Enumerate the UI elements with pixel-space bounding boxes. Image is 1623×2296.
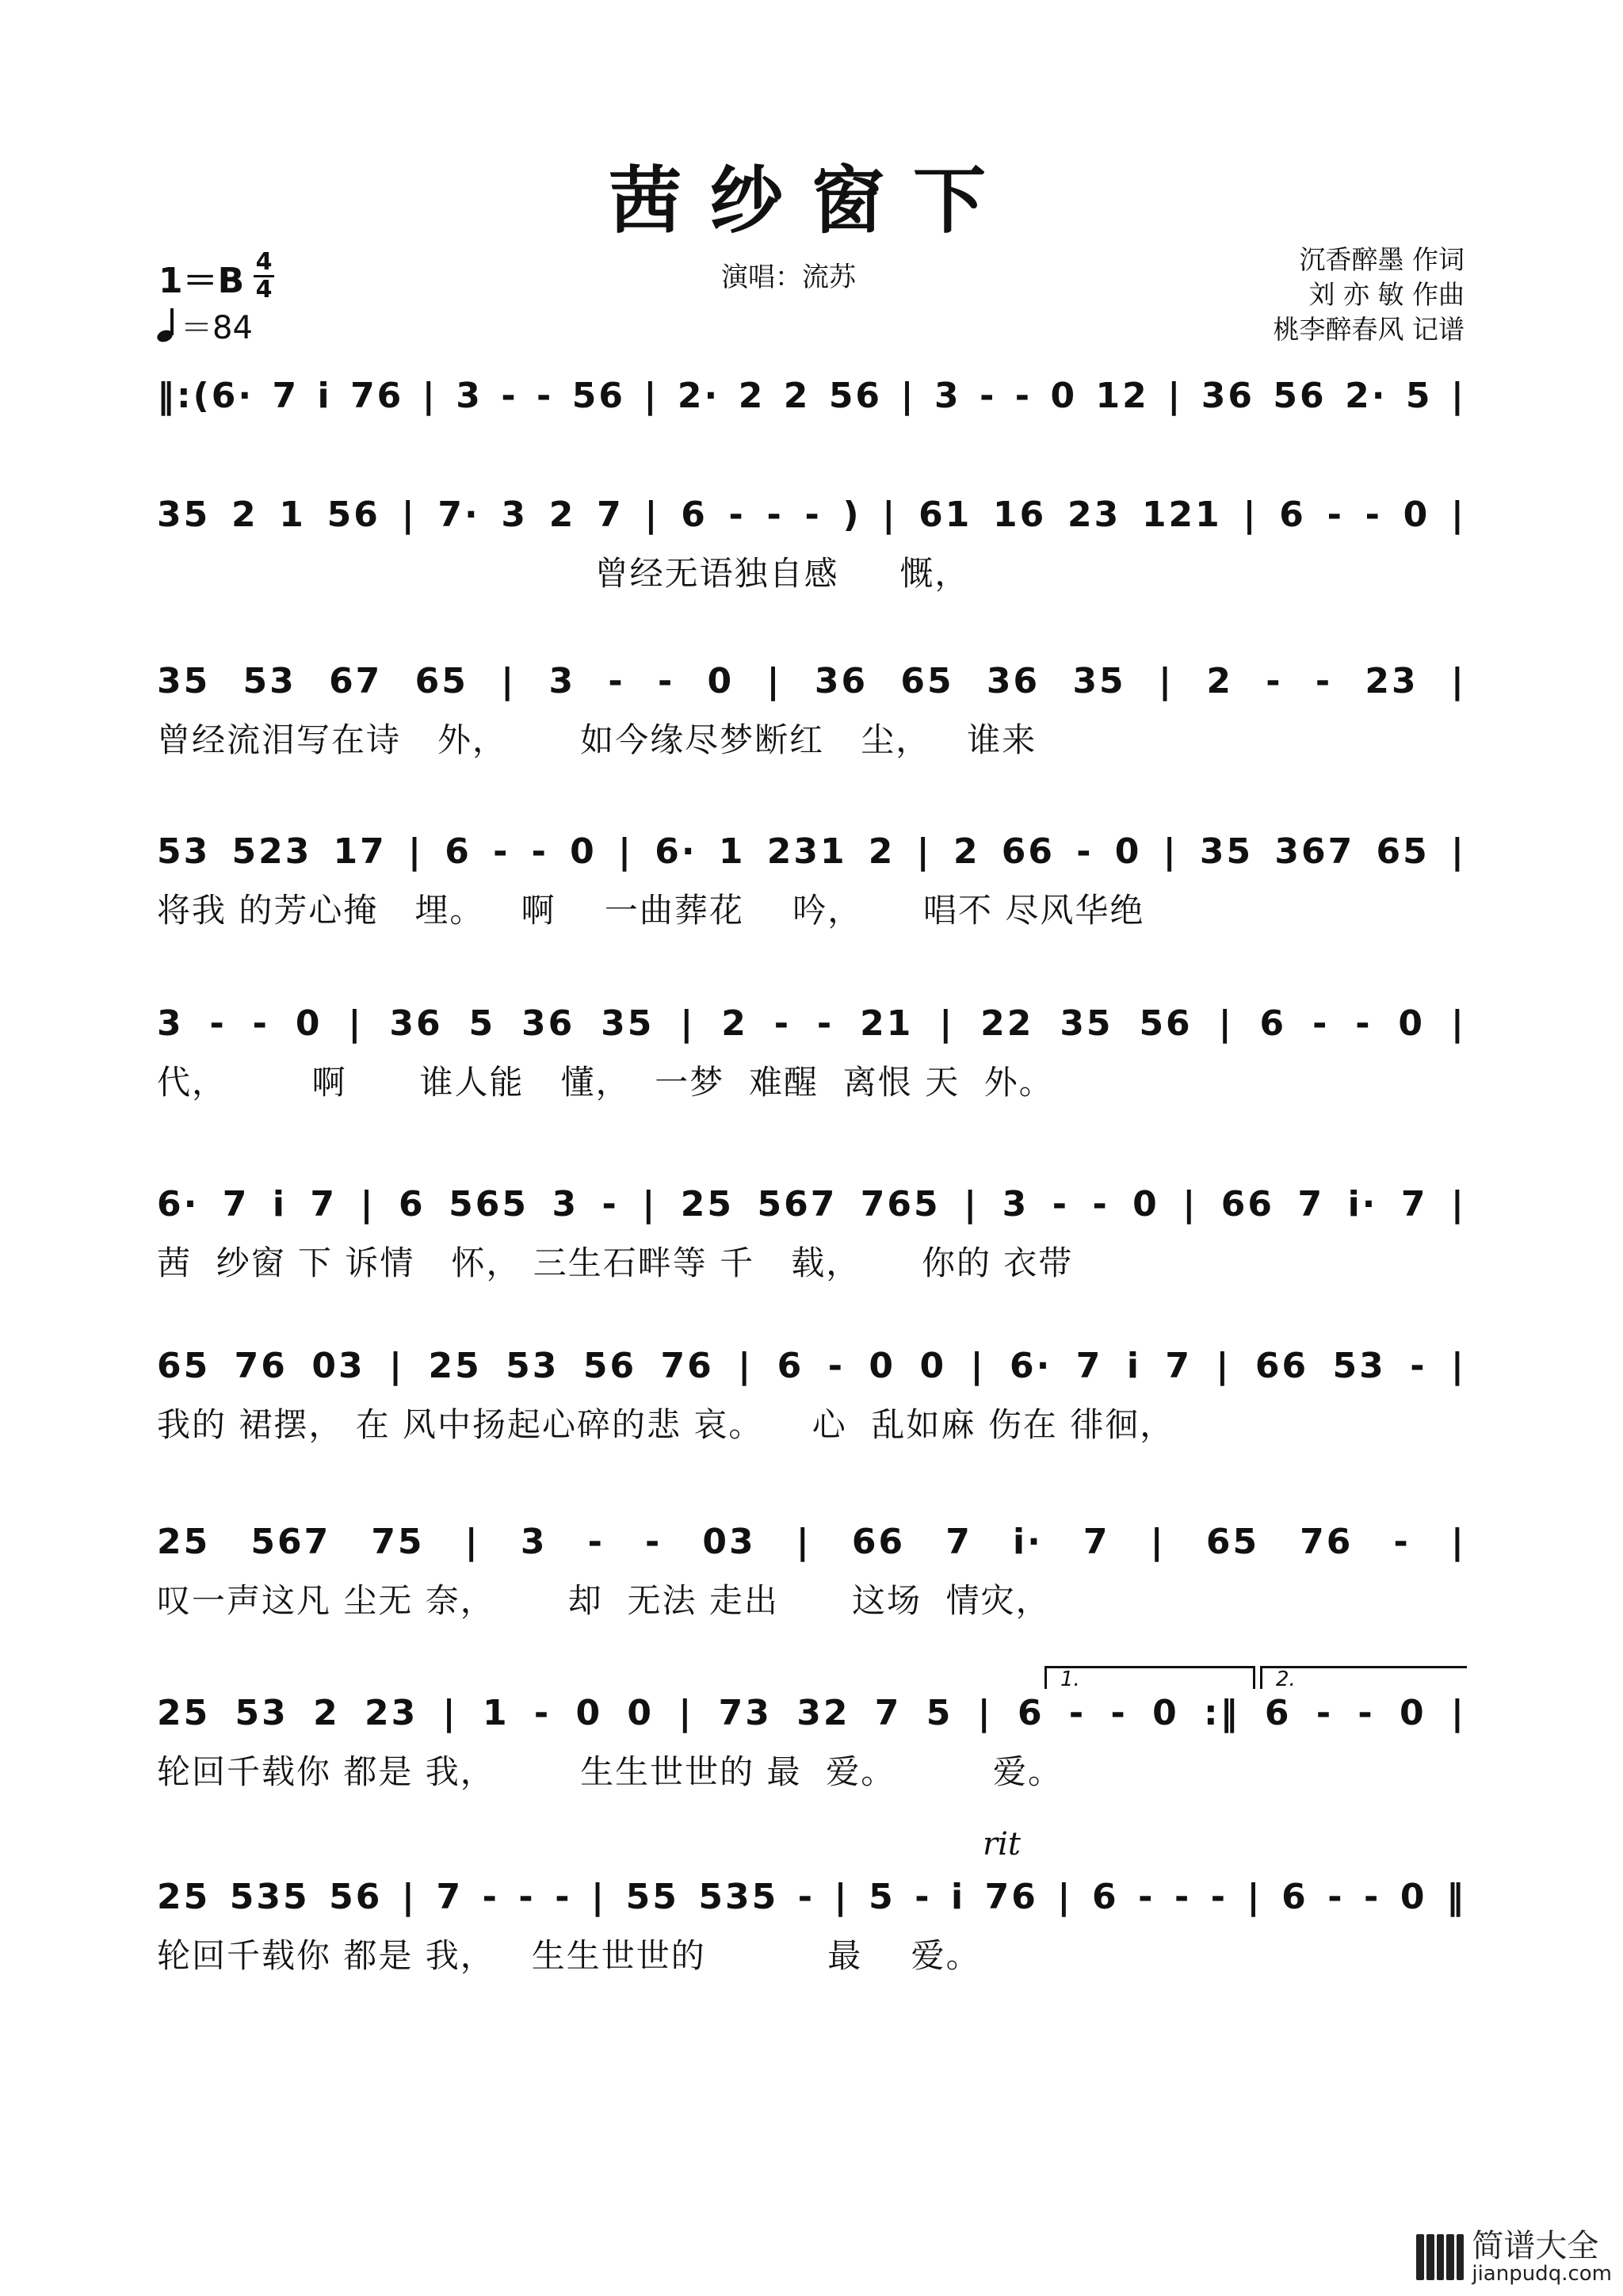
lyric-row: [157, 430, 1466, 480]
watermark-url: jianpudq.com: [1472, 2262, 1612, 2286]
key-signature: 1＝B: [158, 261, 245, 301]
credits-block: [1274, 243, 1465, 347]
notation-row: 25 535 56 | 7 - - - | 55 535 - | 5 - i 76 | 6 - - - | 6 - - 0 ‖: [157, 1877, 1466, 1917]
lyricist-credit: 沉香醉墨 作词: [1299, 244, 1465, 275]
score-line-1: [157, 372, 1466, 480]
lyric-row: 轮回千载你 都是 我， 生生世世的 最 爱。: [157, 1936, 981, 1975]
notation-row: 65 76 03 | 25 53 56 76 | 6 - 0 0 | 6· 7 i 7 | 66 53 - |: [157, 1346, 1466, 1386]
score-line-3: [157, 658, 1466, 766]
score-line-6: [157, 1181, 1466, 1289]
notation-row: 53 523 17 | 6 - - 0 | 6· 1 231 2 | 2 66 - 0 | 35 367 65 |: [157, 831, 1466, 872]
lyric-row: 曾经流泪写在诗 外， 如今缘尽梦断红 尘， 谁来: [157, 720, 1037, 759]
lyric-row: 我的 裙摆， 在 风中扬起心碎的悲 哀。 心 乱如麻 伤在 徘徊，: [157, 1405, 1175, 1444]
lyric-row: 轮回千载你 都是 我， 生生世世的 最 爱。 爱。: [157, 1752, 1064, 1791]
quarter-note-icon: [157, 308, 176, 343]
tempo-value: ＝84: [181, 310, 253, 346]
transcriber-credit: 桃李醉春风 记谱: [1273, 314, 1465, 345]
lyric-row: 茜 纱窗 下 诉情 怀， 三生石畔等 千 载， 你的 衣带: [157, 1244, 1074, 1282]
time-signature-top: 4: [255, 248, 273, 276]
tempo-marking: [157, 303, 253, 348]
lyric-row: 叹一声这凡 尘无 奈， 却 无法 走出 这场 情灾，: [157, 1581, 1051, 1620]
time-signature: [254, 250, 274, 302]
notation-row: 3 - - 0 | 36 5 36 35 | 2 - - 21 | 22 35 56 | 6 - - 0 |: [157, 1003, 1466, 1044]
notation-row: 35 2 1 56 | 7· 3 2 7 | 6 - - - ) | 61 16 23 121 | 6 - - 0 |: [157, 495, 1466, 535]
score-line-10: [157, 1874, 1466, 1981]
time-signature-bottom: 4: [255, 276, 273, 304]
singer-credit: 演唱：流苏: [721, 262, 856, 293]
score-line-5: [157, 1000, 1466, 1108]
lyric-row: 代， 啊 谁人能 懂， 一梦 难醒 离恨 天 外。: [157, 1063, 1054, 1102]
score-line-9: [157, 1690, 1466, 1797]
composer-credit: 刘 亦 敏 作曲: [1308, 279, 1465, 310]
lyric-row: 将我 的芳心掩 埋。 啊 一曲葬花 吟， 唱不 尽风华绝: [157, 891, 1145, 930]
score-line-7: [157, 1343, 1466, 1450]
lyric-row: 曾经无语独自感 慨，: [157, 554, 970, 593]
notation-row: 25 53 2 23 | 1 - 0 0 | 73 32 7 5 | 6 - - 0 :‖ 6 - - 0 |: [157, 1693, 1466, 1733]
song-title: 茜纱窗下: [608, 158, 1014, 243]
notation-row: 6· 7 i 7 | 6 565 3 - | 25 567 765 | 3 - - 0 | 66 7 i· 7 |: [157, 1184, 1466, 1224]
score-line-2: [157, 491, 1466, 599]
watermark-name: 简谱大全: [1472, 2228, 1599, 2264]
second-ending-label: 2.: [1276, 1668, 1296, 1691]
notation-row: ‖:(6· 7 i 76 | 3 - - 56 | 2· 2 2 56 | 3 - - 0 12 | 36 56 2· 5 |: [157, 376, 1466, 416]
ritardando-marking: rit: [983, 1826, 1021, 1862]
score-line-8: [157, 1519, 1466, 1626]
site-watermark: [1416, 2229, 1612, 2285]
notation-row: 25 567 75 | 3 - - 03 | 66 7 i· 7 | 65 76 - |: [157, 1522, 1466, 1562]
notation-row: 35 53 67 65 | 3 - - 0 | 36 65 36 35 | 2 - - 23 |: [157, 661, 1466, 701]
piano-icon: [1416, 2234, 1464, 2280]
score-line-4: [157, 828, 1466, 936]
first-ending-label: 1.: [1060, 1668, 1080, 1691]
